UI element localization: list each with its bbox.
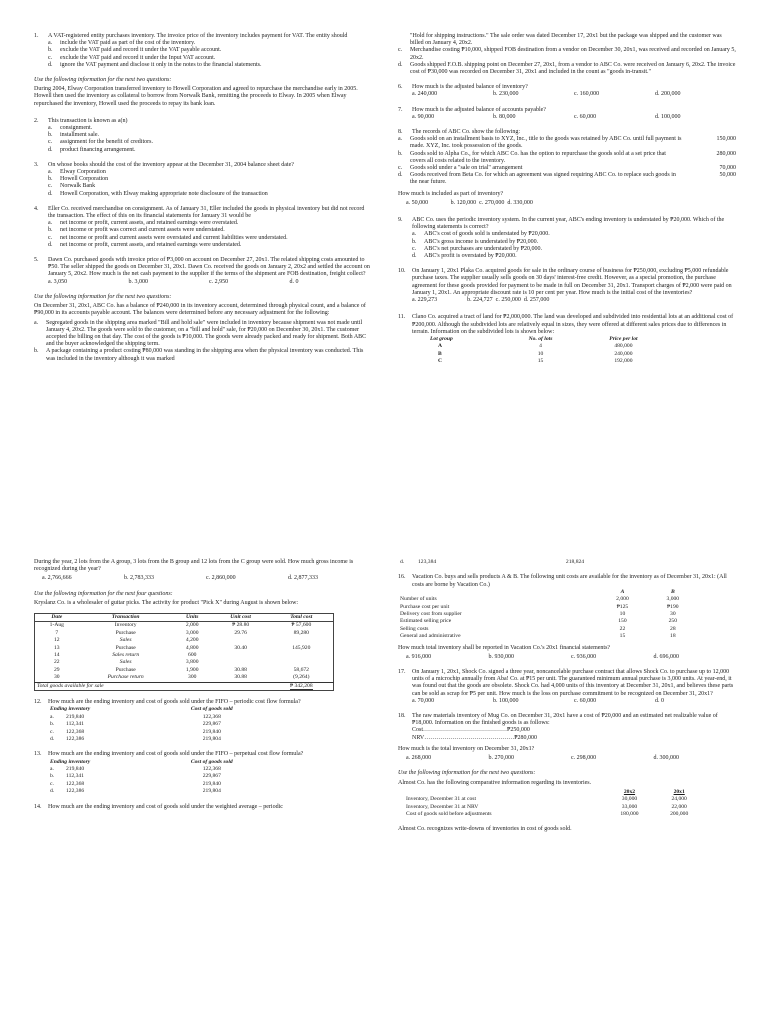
q18-answer-choices bbox=[406, 755, 736, 762]
table-row: 7 Purchase 3,000 29.76 89,280 bbox=[55, 629, 309, 636]
answer-choice[interactable]: d. 123,384 218,824 bbox=[400, 559, 585, 565]
option[interactable]: d. product financing arrangement. bbox=[48, 146, 136, 153]
lot-table bbox=[428, 336, 668, 366]
option[interactable]: c. assignment for the benefit of creditors. bbox=[48, 139, 153, 146]
instruction-text: On December 31, 20x1, ABC Co. has a balance of ₱240,000 in its inventory account, determined through physical count, and a balance of ₱90,000 in its accounts payable account. The balances were determined before any necessary adjustment for the following: bbox=[34, 303, 366, 317]
answer-choice[interactable]: c. 298,000 bbox=[571, 755, 597, 762]
answer-choice[interactable]: a. 90,000 bbox=[412, 113, 435, 120]
question-10: 10. On January 1, 20x1 Plaka Co. acquired goods for sale in the ordinary course of business for ₱250,000, excluding ₱5,000 refundable purchase taxes. The supplier usually sells goods on 30 days' interest-free credit. However, as a special promotion, the purchase agreement for these goods provided for payment to be made in full on December 31, 20x1. Transport charges of ₱2,000 were paid on January 1, 20x1. An appropriate discount rate is 10 per cent per year. How much is the initial cost of the inventories? bbox=[398, 268, 732, 296]
answer-choice[interactable]: b. 112,341 229,867 bbox=[50, 721, 221, 728]
answer-choice[interactable]: a. 219,840 122,368 bbox=[50, 713, 221, 720]
option[interactable]: a. include the VAT paid as part of the cost of the inventory. bbox=[48, 40, 196, 47]
table-row: C 15 192,000 bbox=[438, 358, 633, 365]
answer-choice[interactable]: c. 2,950 bbox=[209, 278, 229, 285]
q8-answer-choices[interactable]: a. 50,000 b. 120,000 c. 270,000 d. 330,000 bbox=[406, 199, 533, 206]
answer-choice[interactable]: d. 300,000 bbox=[653, 755, 679, 762]
answer-choice[interactable]: c. 60,000 bbox=[574, 113, 597, 120]
q4-options bbox=[48, 220, 370, 249]
q16-answer-choices bbox=[406, 654, 736, 661]
page-2 bbox=[0, 512, 768, 1024]
table-row: B 10 240,000 bbox=[438, 350, 633, 357]
page2-left-column bbox=[34, 559, 370, 811]
table-row: Inventory, December 31 at NRV 33,000 22,000 bbox=[406, 803, 687, 810]
option[interactable]: a. net income or profit, current assets, and retained earnings were overstated. bbox=[48, 220, 239, 227]
option[interactable]: c. Norwalk Bank bbox=[48, 183, 96, 190]
instruction-heading: Use the following information for the next two questions: bbox=[34, 293, 172, 300]
question-18: 18. The raw materials inventory of Mug Co. on December 31, 20x1 have a cost of ₱20,000 and an estimated net realizable value of ₱18,000. Information on the finished goods is as follows: bbox=[398, 713, 718, 727]
question-6: 6. How much is the adjusted balance of inventory? bbox=[398, 84, 528, 91]
q11-answer-choices bbox=[42, 575, 370, 582]
answer-choice[interactable]: d. 122,386 219,804 bbox=[50, 788, 221, 795]
q15-choice-continuation bbox=[398, 559, 628, 566]
instruction-text: Kryslanz Co. is a wholesaler of guitar picks. The activity for product "Pick X" during August is shown below: bbox=[34, 599, 299, 606]
answer-choice[interactable]: b. 100,000 bbox=[493, 697, 519, 704]
answer-choice[interactable]: a. 219,840 122,368 bbox=[50, 765, 221, 772]
question-5: 5. Dawn Co. purchased goods with invoice price of ₱3,000 on account on December 27, 20x1. The related shipping costs amounted to ₱50. The seller shipped the goods on December 31, 20x1. Dawn Co. received the goods on January 2, 20x2 and settled the account on January 5, 20x2. How much is the net cash payment to the supplier if the terms of the shipment are FOB destination, freight collect? bbox=[34, 257, 370, 278]
col-header: Unit cost bbox=[230, 614, 251, 621]
q9-options bbox=[412, 231, 736, 260]
table-row: 12 Sales 4,200 bbox=[54, 637, 199, 644]
table-row: Inventory, December 31 at cost 30,000 24,000 bbox=[406, 796, 687, 803]
answer-choice[interactable]: d. 0 bbox=[655, 697, 664, 704]
question-14: 14. How much are the ending inventory and cost of goods sold under the weighted average – periodic bbox=[34, 803, 283, 810]
table-row: 22 Sales 3,800 bbox=[54, 659, 199, 666]
finished-goods-info: Cost……………………………………₱250,000 NRV………………………………………₱280,000 bbox=[412, 727, 538, 741]
answer-choice[interactable]: d. 122,386 219,804 bbox=[50, 735, 221, 742]
answer-choice[interactable]: d. 100,000 bbox=[655, 113, 681, 120]
question-prompt: How much total inventory shall be reported in Vacation Co.'s 20x1 financial statements? bbox=[398, 644, 611, 651]
question-7: 7. How much is the adjusted balance of accounts payable? bbox=[398, 106, 546, 113]
table-row: A 4 480,000 bbox=[438, 343, 633, 350]
question-continuation: During the year, 2 lots from the A group, 3 lots from the B group and 12 lots from the C group were sold. How much gross income is recognized during the year? bbox=[34, 559, 354, 573]
instruction-heading: Use the following information for the next four questions: bbox=[34, 590, 173, 597]
adjustment-item: b. A package containing a product costing ₱80,000 was standing in the shipping area when the physical inventory was conducted. This was included in the inventory although it was marked bbox=[34, 348, 364, 362]
col-header: Transaction bbox=[111, 614, 140, 621]
table-row: 1-Aug Inventory 2,000 ₱ 28.80 ₱ 57,600 bbox=[49, 622, 312, 629]
question-9: 9. ABC Co. uses the periodic inventory system. In the current year, ABC's ending inventory is understated by ₱20,000. Which of the following statements is correct? bbox=[398, 217, 725, 231]
answer-choice[interactable]: c. 936,000 bbox=[571, 653, 597, 660]
table-row: 14 Sales return 600 bbox=[54, 652, 197, 659]
table-row: 30 Purchase return 300 30.88 (9,264) bbox=[54, 674, 310, 681]
table-row: Delivery cost from supplier 10 30 bbox=[400, 611, 676, 618]
q6-answer-choices bbox=[412, 91, 736, 98]
option[interactable]: a. consignment. bbox=[48, 125, 93, 132]
col-header: Units bbox=[186, 614, 199, 621]
table-row: Estimated selling price 150 250 bbox=[400, 618, 677, 625]
question-4: 4. Eller Co. received merchandise on consignment. As of January 31, Eller included the goods in physical inventory but did not record the transaction. The effect of this on its financial statements for January 31 would be bbox=[34, 205, 365, 220]
q1-options bbox=[48, 40, 370, 69]
question-17: 17. On January 1, 20x1, Shock Co. signed a three year, noncancelable purchase contract that allows Shock Co. to purchase up to 12,000 units of a microchip annually from Aba! Co. at ₱15 per unit. The guaranteed minimum annual purchase is 3,000 units. At year-end, it was found out that the goods are obsolete. Shock Co. had 4,000 units of this inventory at December 31, 20x1, and believes these parts can be sold as scrap for ₱5 per unit. How much is the loss on purchase commitment to be recognized on December 31, 20x1? bbox=[398, 669, 734, 697]
adjustment-item: c. Merchandise costing ₱10,000, shipped FOB destination from a vendor on December 30, 20x1, was received and recorded on January 5, 20x2. bbox=[398, 47, 736, 61]
question-2: 2. This transaction is known as a(n) bbox=[34, 117, 128, 124]
question-13: 13. How much are the ending inventory and cost of goods sold under the FIFO – perpetual cost flow formula? bbox=[34, 751, 304, 758]
q13-choices: Ending inventory Cost of goods sold a. 219,840 122,368 b. 112,341 229,867 c. 122,368 219,840 d. 122,386 219,804 bbox=[48, 759, 278, 796]
answer-choice[interactable]: a. 2,766,666 bbox=[42, 575, 72, 582]
col-header: Total cost bbox=[290, 614, 313, 621]
q2-options bbox=[48, 125, 370, 154]
q5-answer-choices bbox=[48, 279, 370, 286]
answer-choice[interactable]: c. 160,000 bbox=[574, 91, 600, 98]
question-3: 3. On whose books should the cost of the inventory appear at the December 31, 2004 balance sheet date? bbox=[34, 161, 294, 168]
answer-choice[interactable]: c. 122,368 219,840 bbox=[50, 728, 221, 735]
option[interactable]: d. ABC's profit is overstated by ₱20,000. bbox=[412, 253, 517, 260]
record-item: c. Goods sold under a "sale on trial" arrangement 70,000 bbox=[398, 165, 736, 172]
option[interactable]: d. ignore the VAT payment and disclose it only in the notes to the financial statements. bbox=[48, 61, 262, 68]
answer-choice[interactable]: b. 230,000 bbox=[493, 91, 519, 98]
option[interactable]: b. installment sale. bbox=[48, 132, 99, 139]
option[interactable]: b. Howell Corporation bbox=[48, 176, 109, 183]
answer-choice[interactable]: a. 70,000 bbox=[412, 697, 435, 704]
table-row: Selling costs 22 28 bbox=[400, 625, 676, 632]
answer-choice[interactable]: b. 112,341 229,867 bbox=[50, 773, 221, 780]
inventory-activity-table bbox=[34, 613, 334, 691]
answer-choice[interactable]: b. 930,000 bbox=[488, 653, 514, 660]
col-header: Price per lot bbox=[609, 335, 638, 342]
option[interactable]: c. net income or profit and current assets were overstated and current liabilities were understated. bbox=[48, 234, 288, 241]
instruction-text: During 2004, Elway Corporation transferred inventory to Howell Corporation and agreed to repurchase the merchandise early in 2005. Howell then used the inventory as collateral to borrow from Norwalk Bank, remitting the proceeds to Elway. In 2005 when Elway repurchased the inventory, Howell used the proceeds to repay its bank loan. bbox=[34, 86, 358, 107]
answer-choice[interactable]: d. 2,877,333 bbox=[288, 575, 318, 582]
question-12: 12. How much are the ending inventory and cost of goods sold under the FIFO – periodic cost flow formula? bbox=[34, 699, 301, 706]
question-prompt: How much is included as part of inventory? bbox=[398, 190, 504, 197]
option[interactable]: d. Howell Corporation, with Elway making appropriate note disclosure of the transaction bbox=[48, 190, 268, 197]
adjustment-item: a. Segregated goods in the shipping area marked "Bill and hold sale" were included in inventory because shipment was not made until January 4, 20x2. The goods were sold to the customer, on a "bill and hold" sale, for ₱20,000 on December 30, 20x1. The customer accepted the billing on that day. The cost of the goods is ₱10,000. The goods were already packed and ready for shipment. Both ABC and the buyer acknowledged the shipping term. bbox=[34, 319, 367, 348]
page1-left-column bbox=[34, 33, 370, 363]
option[interactable]: b. ABC's gross income is understated by ₱20,000. bbox=[412, 238, 539, 245]
table-row: 29 Purchase 1,900 30.88 58,672 bbox=[54, 666, 309, 673]
answer-choice[interactable]: d. 0 bbox=[289, 278, 299, 285]
instruction-text: Almost Co. has the following comparative information regarding its inventories. bbox=[398, 779, 592, 786]
option[interactable]: d. net income or profit, current assets, and retained earnings were understated. bbox=[48, 241, 242, 248]
question-prompt: How much is the total inventory on December 31, 20x1? bbox=[398, 745, 535, 752]
question-1: 1. A VAT-registered entity purchases inventory. The invoice price of the inventory includes payment for VAT. The entity should bbox=[34, 33, 348, 39]
table-row: 13 Purchase 4,800 30.40 145,920 bbox=[54, 644, 311, 651]
table-row: Purchase cost per unit ₱125 ₱190 bbox=[400, 603, 679, 610]
table-row: Cost of goods sold before adjustments 180,000 200,000 bbox=[406, 810, 689, 817]
answer-choice[interactable]: c. 60,000 bbox=[574, 697, 597, 704]
footer-note: Almost Co. recognizes write-downs of inventories in cost of goods sold. bbox=[398, 826, 572, 833]
answer-choice[interactable]: c. 122,368 219,840 bbox=[50, 780, 221, 787]
question-8: 8. The records of ABC Co. show the following: bbox=[398, 129, 520, 136]
adjustment-item: "Hold for shipping instructions." The sale order was dated December 17, 20x1 but the package was shipped and the customer was billed on January 4, 20x2. bbox=[410, 33, 722, 47]
answer-choice[interactable]: a. 916,000 bbox=[406, 653, 432, 660]
adjustment-item: d. Goods shipped F.O.B. shipping point on December 27, 20x1, from a vendor to ABC Co. were received on January 6, 20x2. The invoice cost of ₱30,000 was recorded on December 31, 20x1 and included in the count as "goods in-transit." bbox=[398, 61, 736, 76]
col-header: No. of lots bbox=[528, 335, 553, 342]
page1-right-column bbox=[398, 33, 736, 366]
answer-choice[interactable]: b. 3,000 bbox=[128, 278, 148, 285]
option[interactable]: b. net income or profit was correct and current assets were understated. bbox=[48, 227, 225, 234]
record-item: a. Goods sold on an installment basis to XYZ, Inc., title to the goods was retained by ABC Co. until full payment is made. XYZ, Inc. took possession of the goods. 150,000 bbox=[398, 136, 736, 150]
question-11: 11. Clano Co. acquired a tract of land for ₱2,000,000. The land was developed and subdivided into residential lots at an additional cost of ₱200,000. Although the subdivided lots are relatively equal in sizes, they were offered at different sales prices due to differences in terrain. Information on the subdivided lots is shown below: bbox=[398, 314, 734, 335]
answer-choice[interactable]: b. 270,000 bbox=[488, 755, 514, 762]
table-total-row: Total goods available for sale ₱ 342,208 bbox=[35, 682, 334, 690]
option[interactable]: c. exclude the VAT paid and record it under the Input VAT account. bbox=[48, 54, 216, 61]
comparative-inventory-table: 20x2 20x1 Inventory, December 31 at cost 30,000 24,000 Inventory, December 31 at NRV 33,000 22,000 Cost of goods sold before adjustments 180,000 200,000 bbox=[404, 789, 704, 819]
answer-choice[interactable]: b. 2,783,333 bbox=[124, 575, 154, 582]
option[interactable]: b. exclude the VAT paid and record it under the VAT payable account. bbox=[48, 47, 222, 54]
instruction-heading: Use the following information for the next two questions: bbox=[398, 770, 536, 777]
q17-answer-choices bbox=[412, 698, 736, 705]
record-item: d. Goods received from Beta Co. for which an agreement was signed requiring ABC Co. to replace such goods in the near future. 50,000 bbox=[398, 172, 736, 186]
col-header: Date bbox=[51, 614, 63, 621]
answer-choice[interactable]: d. 200,000 bbox=[655, 91, 681, 98]
instruction-heading: Use the following information for the next two questions: bbox=[34, 77, 172, 84]
answer-choice[interactable]: d. 696,000 bbox=[653, 653, 679, 660]
unit-cost-table: A B Number of units 2,000 3,000 Purchase cost per unit ₱125 ₱190 Delivery cost from supplier 10 30 Estimated selling price 150 250 Selling costs 22 28 General and administrative 15 18 bbox=[398, 589, 698, 641]
q7-answer-choices bbox=[412, 114, 736, 121]
table-row: General and administrative 15 18 bbox=[400, 633, 676, 640]
q10-answer-choices[interactable]: a. 229,273 b. 224,727 c. 250,000 d. 257,000 bbox=[412, 297, 550, 304]
q3-options bbox=[48, 169, 370, 198]
record-item: b. Goods sold to Alpha Co., for which ABC Co. has the option to repurchase the goods sold at a set price that covers all costs related to the inventory. 280,000 bbox=[398, 150, 736, 164]
question-16: 16. Vacation Co. buys and sells products A & B. The following unit costs are available for the inventory as of December 31, 20x1: (All costs are borne by Vacation Co.) bbox=[398, 574, 727, 588]
option[interactable]: a. Elway Corporation bbox=[48, 169, 106, 176]
page2-right-column bbox=[398, 559, 736, 836]
answer-choice[interactable]: a. 3,050 bbox=[48, 278, 68, 285]
q12-choices: Ending inventory Cost of goods sold a. 219,840 122,368 b. 112,341 229,867 c. 122,368 219,840 d. 122,386 219,804 bbox=[48, 706, 278, 743]
table-row: Number of units 2,000 3,000 bbox=[400, 596, 680, 603]
answer-choice[interactable]: a. 240,000 bbox=[412, 91, 438, 98]
option[interactable]: c. ABC's net purchases are understated by ₱20,000. bbox=[412, 245, 543, 252]
answer-choice[interactable]: b. 80,000 bbox=[493, 113, 516, 120]
answer-choice[interactable]: a. 268,000 bbox=[406, 755, 432, 762]
answer-choice[interactable]: c. 2,860,000 bbox=[206, 575, 236, 582]
option[interactable]: a. ABC's cost of goods sold is understated by ₱20,000. bbox=[412, 231, 550, 238]
col-header: Lot group bbox=[430, 335, 453, 342]
